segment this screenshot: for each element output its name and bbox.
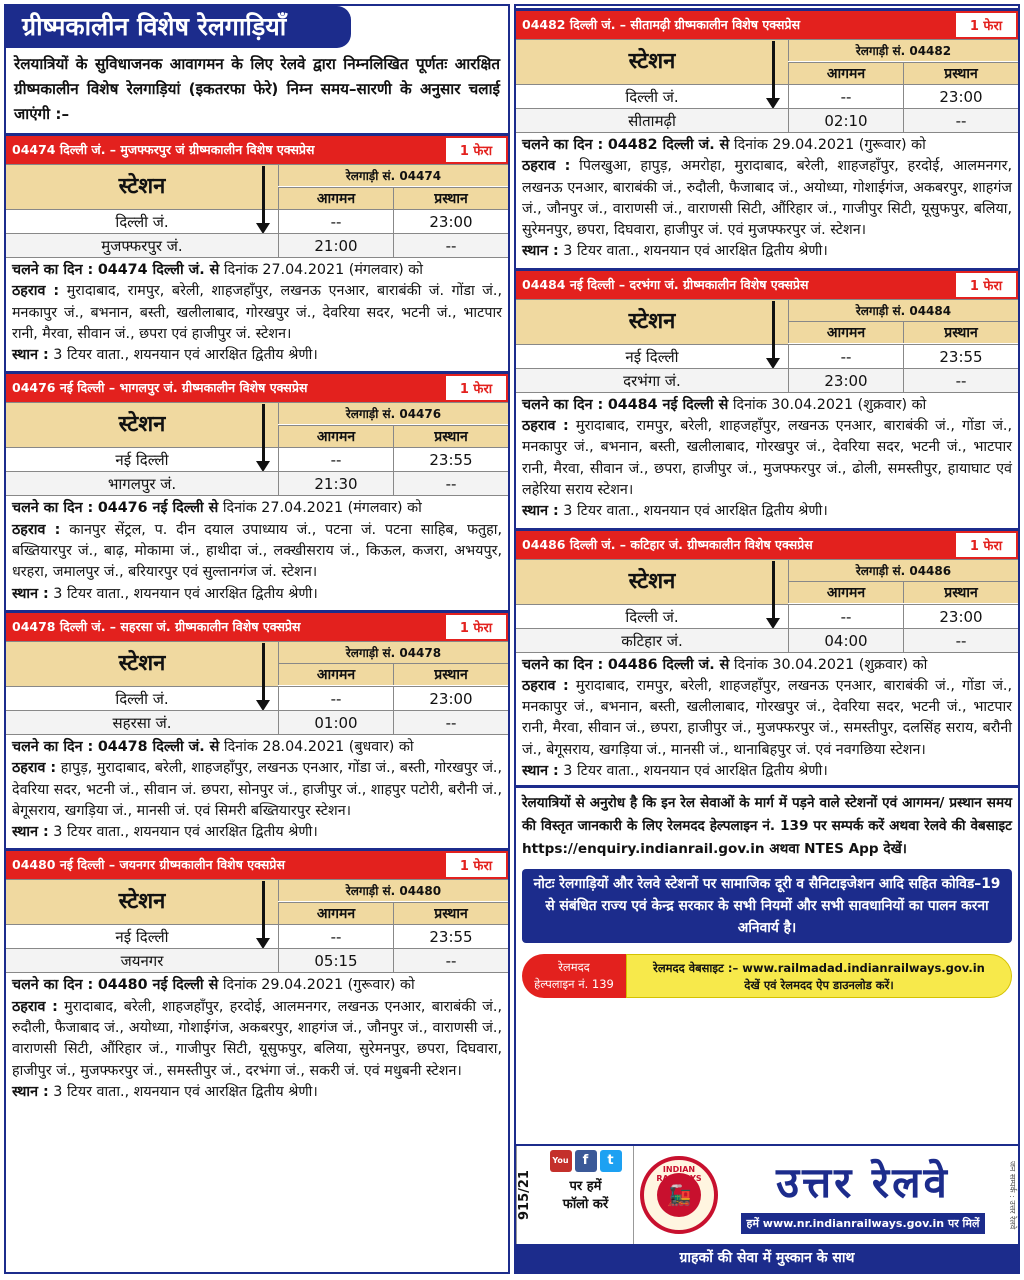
credit-text: जन सम्पर्क : उत्तर रेलवे (1008, 1160, 1017, 1230)
run-day-label: चलने का दिन : (12, 262, 94, 278)
direction-arrow-icon (766, 301, 780, 369)
run-day-date: दिनांक 27.04.2021 (मंगलवार) को (222, 500, 422, 517)
origin-arrival: -- (278, 924, 393, 948)
destination-departure: -- (903, 368, 1018, 392)
destination-arrival: 23:00 (788, 368, 903, 392)
halts-label: ठहराव : (522, 677, 569, 694)
train-number: रेलगाड़ी सं. 04482 (788, 39, 1018, 61)
origin-station (516, 344, 788, 368)
nr-website[interactable]: हमें www.nr.indianrailways.gov.in पर मिलें (741, 1213, 986, 1234)
train-title: 04486 दिल्ली जं. – कटिहार जं. ग्रीष्मकालीन विशेष एक्सप्रेस (522, 536, 813, 552)
class-label: स्थान : (522, 243, 559, 260)
run-day-label: चलने का दिन : (12, 738, 94, 755)
trip-count: 1 फेरा (444, 374, 508, 402)
halts-list: कानपुर सेंट्रल, प. दीन दयाल उपाध्याय जं., पटना जं. पटना साहिब, फतुहा, बख्तियारपुर जं., बाढ़, मोकामा जं., हाथीदा जं., लक्खीसराय जं., किऊल, कजरा, अभयपुर, धरहरा, जमालपुर जं., बरियारपुर एवं सुल्तानगंज जं. स्टेशन। (12, 521, 503, 581)
halts-list: मुरादाबाद, रामपुर, बरेली, शाहजहाँपुर, लखनऊ एनआर, बाराबंकी जं., गोंडा जं., मनकापुर जं., बभनान, बस्ती, खलीलाबाद, गोरखपुर जं., देवरिया सदर, भटनी जं., भाटपार रानी, मैरवा, सीवान जं., छपरा, हाजीपुर जं., मुजफ्फरपुर जं., समस्तीपुर, दलसिंह सराय, बरौनी जं., बेगूसराय, खगड़िया जं., मानसी जं., थानाबिहपुर जं. एवं नवगछिया स्टेशन। (522, 677, 1013, 758)
origin-departure: 23:55 (903, 344, 1018, 368)
facebook-icon[interactable]: f (575, 1150, 597, 1172)
train-header (6, 374, 508, 402)
run-day-train: 04478 दिल्ली जं. से (97, 738, 220, 755)
class-label: स्थान : (522, 763, 559, 780)
origin-station (6, 447, 278, 471)
youtube-icon[interactable]: You Tube (550, 1150, 572, 1172)
origin-station-name: नई दिल्ली (115, 451, 169, 470)
brand-block (724, 1146, 1002, 1244)
class-label: स्थान : (12, 1083, 49, 1100)
follow-text-2: फॉलो करें (562, 1197, 609, 1212)
origin-arrival: -- (788, 84, 903, 108)
departure-header: प्रस्थान (903, 321, 1018, 343)
destination-station: सीतामढ़ी (516, 108, 788, 132)
class-label: स्थान : (12, 824, 49, 841)
run-day-train: 04482 दिल्ली जं. से (607, 137, 730, 153)
destination-arrival: 21:00 (278, 233, 393, 257)
run-day-label: चलने का दिन : (12, 500, 94, 517)
arrival-header: आगमन (278, 425, 393, 447)
train-title: 04478 दिल्ली जं. – सहरसा जं. ग्रीष्मकालीन विशेष एक्सप्रेस (12, 618, 301, 634)
railmadad-website[interactable] (626, 954, 1012, 998)
train-header (516, 11, 1018, 39)
train-title: 04484 नई दिल्ली – दरभंगा जं. ग्रीष्मकालीन विशेष एक्सप्रेस (522, 276, 809, 292)
destination-arrival: 05:15 (278, 948, 393, 972)
run-day-label: चलने का दिन : (12, 977, 94, 994)
coach-class (12, 584, 502, 605)
run-day-date: दिनांक 29.04.2021 (गुरूवार) को (733, 137, 926, 153)
destination-station: भागलपुर जं. (6, 471, 278, 495)
trip-count: 1 फेरा (954, 271, 1018, 299)
run-day (12, 260, 502, 281)
coach-class (12, 1082, 502, 1103)
train-details (6, 496, 508, 607)
station-header: स्टेशन (6, 879, 278, 924)
train-title: 04474 दिल्ली जं. – मुजफ्फरपुर जं ग्रीष्मकालीन विशेष एक्सप्रेस (12, 142, 315, 157)
halts-label: ठहराव : (522, 418, 569, 435)
origin-arrival: -- (278, 209, 393, 233)
direction-arrow-icon (766, 561, 780, 629)
footer-branding (516, 1144, 1018, 1244)
train-section (6, 848, 508, 1106)
run-day-date: दिनांक 30.04.2021 (शुक्रवार) को (732, 396, 927, 413)
direction-arrow-icon (256, 404, 270, 472)
coach-class (12, 822, 502, 843)
helpline-label: रेलमदद (558, 960, 590, 975)
arrival-header: आगमन (278, 902, 393, 924)
train-number: रेलगाड़ी सं. 04474 (278, 164, 508, 186)
class-value: 3 टियर वाता., शयनयान एवं आरक्षित द्वितीय श्रेणी। (563, 763, 828, 780)
origin-arrival: -- (788, 604, 903, 628)
halts-list: मुरादाबाद, बरेली, शाहजहाँपुर, हरदोई, आलमनगर, लखनऊ एनआर, बाराबंकी जं., रुदौली, फैजाबाद जं., अयोध्या, गोशाईगंज, अकबरपुर, शाहगंज जं., जौनपुर जं., वाराणसी जं., वाराणसी सिटी, औंरिहार जं., गाजीपुर सिटी, यूसुफपुर, बलिया, सुरेमनपुर, छपरा, दिघवारा, हाजीपुर जं., मुजफ्फरपुर जं., समस्तीपुर जं., दरभंगा जं., सकरी जं. एवं मधुबनी स्टेशन। (12, 998, 502, 1079)
railmadad-url[interactable]: रेलमदद वेबसाइट :– www.railmadad.indianrailways.gov.in (653, 961, 985, 976)
ad-code: 915/21 (516, 1146, 538, 1244)
destination-arrival: 04:00 (788, 628, 903, 652)
halts (12, 520, 502, 584)
train-section (516, 268, 1018, 526)
trip-count: 1 फेरा (444, 136, 508, 164)
class-value: 3 टियर वाता., शयनयान एवं आरक्षित द्वितीय श्रेणी। (563, 243, 828, 260)
train-number: रेलगाड़ी सं. 04486 (788, 559, 1018, 581)
direction-arrow-icon (256, 166, 270, 234)
train-section (516, 8, 1018, 266)
destination-departure: -- (393, 948, 508, 972)
origin-station-name: नई दिल्ली (115, 928, 169, 947)
departure-header: प्रस्थान (393, 187, 508, 209)
destination-departure: -- (903, 108, 1018, 132)
indian-railways-seal-icon (640, 1156, 718, 1234)
class-value: 3 टियर वाता., शयनयान एवं आरक्षित द्वितीय श्रेणी। (53, 824, 318, 841)
destination-departure: -- (393, 710, 508, 734)
origin-station-name: दिल्ली जं. (625, 88, 679, 106)
halts-label: ठहराव : (522, 158, 571, 175)
class-value: 3 टियर वाता., शयनयान एवं आरक्षित द्वितीय श्रेणी। (563, 503, 828, 520)
slogan-bar: ग्राहकों की सेवा में मुस्कान के साथ (516, 1244, 1018, 1272)
coach-class (522, 241, 1012, 262)
origin-arrival: -- (278, 686, 393, 710)
origin-station (6, 209, 278, 233)
train-header (516, 531, 1018, 559)
run-day-label: चलने का दिन : (522, 137, 604, 153)
origin-departure: 23:55 (393, 447, 508, 471)
halts (522, 156, 1012, 241)
train-title: 04476 नई दिल्ली – भागलपुर जं. ग्रीष्मकालीन विशेष एक्सप्रेस (12, 380, 308, 396)
intro-text: रेलयात्रियों के सुविधाजनक आवागमन के लिए रेलवे द्वारा निम्नलिखित पूर्णतः आरक्षित ग्रीष्मकालीन विशेष रेलगाड़ियां (इकतरफा फेरे) निम्न समय–सारणी के अनुसार चलाई जाएंगी :– (14, 55, 500, 123)
origin-station-name: नई दिल्ली (625, 347, 679, 366)
train-number: रेलगाड़ी सं. 04484 (788, 299, 1018, 321)
class-value: 3 टियर वाता., शयनयान एवं आरक्षित द्वितीय श्रेणी। (53, 1083, 318, 1100)
trip-count: 1 फेरा (444, 613, 508, 641)
origin-departure: 23:00 (393, 209, 508, 233)
origin-arrival: -- (788, 344, 903, 368)
departure-header: प्रस्थान (903, 581, 1018, 603)
station-header: स्टेशन (516, 39, 788, 84)
train-section (6, 371, 508, 607)
timetable (516, 299, 1018, 393)
halts (12, 997, 502, 1082)
run-day (522, 655, 1012, 676)
train-details (6, 735, 508, 846)
run-day-train: 04484 नई दिल्ली से (607, 396, 729, 413)
follow-text-1: पर हमें (569, 1179, 602, 1194)
origin-station-name: दिल्ली जं. (115, 213, 169, 231)
halts-label: ठहराव : (12, 760, 57, 777)
run-day-date: दिनांक 30.04.2021 (शुक्रवार) को (733, 656, 928, 673)
timetable (516, 39, 1018, 133)
direction-arrow-icon (256, 881, 270, 949)
trip-count: 1 फेरा (954, 531, 1018, 559)
departure-header: प्रस्थान (393, 425, 508, 447)
origin-station (6, 686, 278, 710)
run-day (12, 975, 502, 996)
page-title: ग्रीष्मकालीन विशेष रेलगाड़ियाँ (6, 6, 351, 48)
origin-station (6, 924, 278, 948)
covid-note: नोटः रेलगाड़ियों और रेलवे स्टेशनों पर सामाजिक दूरी व सैनिटाइजेशन आदि सहित कोविड–19 से संबंधित राज्य एवं केन्द्र सरकार के सभी नियमों और सभी सावधानियों का पालन करना अनिवार्य है। (522, 869, 1012, 943)
halts-label: ठहराव : (12, 283, 60, 300)
trip-count: 1 फेरा (954, 11, 1018, 39)
arrival-header: आगमन (788, 581, 903, 603)
class-value: 3 टियर वाता., शयनयान एवं आरक्षित द्वितीय श्रेणी। (53, 585, 318, 602)
helpline-number: हेल्पलाइन नं. 139 (534, 977, 614, 992)
arrival-header: आगमन (278, 663, 393, 685)
timetable (6, 402, 508, 496)
origin-departure: 23:00 (903, 604, 1018, 628)
destination-departure: -- (393, 233, 508, 257)
seal-text: INDIAN RAILWAYS (656, 1165, 702, 1183)
station-header: स्टेशन (6, 641, 278, 686)
train-section (6, 610, 508, 846)
halts-list: पिलखुआ, हापुड़, अमरोहा, मुरादाबाद, बरेली, शाहजहाँपुर, हरदोई, आलमनगर, लखनऊ एनआर, बाराबंकी जं., रुदौली, फैजाबाद जं., अयोध्या, गोशाईगंज, अकबरपुर, शाहगंज जं., जौनपुर जं., वाराणसी जं., वाराणसी सिटी, औंरिहार जं., गाजीपुर सिटी, यूसुफपुर, बलिया, सुरेमनपुर, छपरा, दिघवारा, हाजीपुर जं. एवं मुजफ्फरपुर जं. स्टेशन। (522, 158, 1012, 239)
destination-station: कटिहार जं. (516, 628, 788, 652)
social-links (538, 1146, 634, 1244)
halts (522, 676, 1012, 761)
run-day (522, 395, 1012, 416)
origin-departure: 23:00 (393, 686, 508, 710)
run-day-train: 04480 नई दिल्ली से (97, 977, 219, 994)
halts (12, 281, 502, 345)
run-day-date: दिनांक 27.04.2021 (मंगलवार) को (223, 262, 423, 278)
train-header (6, 851, 508, 879)
train-section (516, 528, 1018, 786)
halts-list: मुरादाबाद, रामपुर, बरेली, शाहजहाँपुर, लखनऊ एनआर, बाराबंकी जं. गोंडा जं., मनकापुर जं., बभनान, बस्ती, खलीलाबाद, गोरखपुर जं., देवरिया सदर, भटनी जं., भाटपार रानी, मैरवा, सीवान जं., छपरा एवं हाजीपुर जं. स्टेशन। (12, 283, 503, 342)
twitter-icon[interactable]: t (600, 1150, 622, 1172)
destination-station: दरभंगा जं. (516, 368, 788, 392)
destination-station: सहरसा जं. (6, 710, 278, 734)
departure-header: प्रस्थान (903, 62, 1018, 84)
train-header (6, 136, 508, 164)
arrival-header: आगमन (788, 321, 903, 343)
left-column (4, 4, 510, 1274)
run-day-label: चलने का दिन : (522, 396, 604, 413)
halts-list: हापुड़, मुरादाबाद, बरेली, शाहजहाँपुर, लखनऊ एनआर, गोंडा जं., बस्ती, गोरखपुर जं., देवरिया सदर, भटनी जं., सीवान जं. छपरा, सोनपुर जं., हाजीपुर जं., शाहपुर पटोरी, बरौनी जं., बेगूसराय, खगड़िया जं., मानसी जं. एवं सिमरी बख्तियारपुर स्टेशन। (12, 760, 503, 819)
run-day (522, 135, 1012, 156)
coach-class (12, 345, 502, 366)
destination-arrival: 21:30 (278, 471, 393, 495)
class-label: स्थान : (522, 503, 559, 520)
destination-departure: -- (903, 628, 1018, 652)
destination-departure: -- (393, 471, 508, 495)
class-value: 3 टियर वाता., शयनयान एवं आरक्षित द्वितीय श्रेणी। (53, 347, 318, 364)
train-header (6, 613, 508, 641)
origin-station (516, 84, 788, 108)
timetable (6, 164, 508, 258)
railmadad-app-text: देखें एवं रेलमदद ऐप डाउनलोड करें। (744, 978, 894, 993)
departure-header: प्रस्थान (393, 902, 508, 924)
direction-arrow-icon (766, 41, 780, 109)
destination-arrival: 02:10 (788, 108, 903, 132)
trip-count: 1 फेरा (444, 851, 508, 879)
destination-arrival: 01:00 (278, 710, 393, 734)
departure-header: प्रस्थान (393, 663, 508, 685)
class-label: स्थान : (12, 347, 49, 364)
train-details (516, 653, 1018, 786)
run-day-date: दिनांक 29.04.2021 (गुरूवार) को (222, 977, 415, 994)
helpline-pill (522, 954, 626, 998)
halts-label: ठहराव : (12, 998, 58, 1015)
origin-station (516, 604, 788, 628)
run-day-train: 04476 नई दिल्ली से (97, 500, 219, 517)
enquiry-notice: रेलयात्रियों से अनुरोध है कि इन रेल सेवाओं के मार्ग में पड़ने वाले स्टेशनों एवं आगमन/ प्रस्थान समय की विस्तृत जानकारी के लिए रेलमदद हेल्पलाइन नं. 139 पर सम्पर्क करें अथवा रेलवे की वेबसाइट https://enquiry.indianrail.gov.in अथवा NTES App देखें। (516, 785, 1018, 865)
origin-station-name: दिल्ली जं. (625, 607, 679, 626)
train-details (6, 973, 508, 1106)
coach-class (522, 761, 1012, 782)
train-title: 04482 दिल्ली जं. – सीतामढ़ी ग्रीष्मकालीन विशेष एक्सप्रेस (522, 17, 801, 32)
destination-station: मुजफ्फरपुर जं. (6, 233, 278, 257)
train-header (516, 271, 1018, 299)
halts-label: ठहराव : (12, 521, 61, 538)
origin-departure: 23:55 (393, 924, 508, 948)
run-day (12, 737, 502, 758)
direction-arrow-icon (256, 643, 270, 711)
run-day-label: चलने का दिन : (522, 656, 604, 673)
arrival-header: आगमन (788, 62, 903, 84)
run-day-train: 04486 दिल्ली जं. से (607, 656, 730, 673)
run-day-train: 04474 दिल्ली जं. से (97, 262, 220, 278)
coach-class (522, 501, 1012, 522)
train-title: 04480 नई दिल्ली – जयनगर ग्रीष्मकालीन विशेष एक्सप्रेस (12, 857, 285, 873)
timetable (516, 559, 1018, 653)
train-number: रेलगाड़ी सं. 04478 (278, 641, 508, 663)
timetable (6, 641, 508, 735)
railway-logo (634, 1146, 724, 1244)
run-day-date: दिनांक 28.04.2021 (बुधवार) को (223, 738, 414, 755)
locomotive-icon: 🚂 (657, 1173, 701, 1217)
train-details (516, 393, 1018, 526)
class-label: स्थान : (12, 585, 49, 602)
brand-name: उत्तर रेलवे (776, 1157, 950, 1207)
train-number: रेलगाड़ी सं. 04480 (278, 879, 508, 901)
station-header: स्टेशन (516, 559, 788, 604)
station-header: स्टेशन (6, 164, 278, 209)
arrival-header: आगमन (278, 187, 393, 209)
train-details (516, 133, 1018, 266)
station-header: स्टेशन (6, 402, 278, 447)
run-day (12, 498, 502, 519)
destination-station: जयनगर (6, 948, 278, 972)
station-header: स्टेशन (516, 299, 788, 344)
origin-station-name: दिल्ली जं. (115, 689, 169, 708)
origin-departure: 23:00 (903, 84, 1018, 108)
origin-arrival: -- (278, 447, 393, 471)
helpline-banner (522, 951, 1012, 1001)
train-number: रेलगाड़ी सं. 04476 (278, 402, 508, 424)
right-column (514, 4, 1020, 1274)
train-details (6, 258, 508, 369)
halts (12, 758, 502, 822)
halts (522, 416, 1012, 501)
train-section (6, 133, 508, 369)
halts-list: मुरादाबाद, रामपुर, बरेली, शाहजहाँपुर, लखनऊ एनआर, बाराबंकी जं., गोंडा जं., मनकापुर जं., बभनान, बस्ती, खलीलाबाद, गोरखपुर जं., देवरिया सदर, भटनी जं., भाटपार रानी, मैरवा, सीवान जं., छपरा, हाजीपुर जं., मुजफ्फरपुर जं., ढोली, समस्तीपुर, हायाघाट एवं लहेरिया सराय स्टेशन। (522, 418, 1013, 498)
timetable (6, 879, 508, 973)
